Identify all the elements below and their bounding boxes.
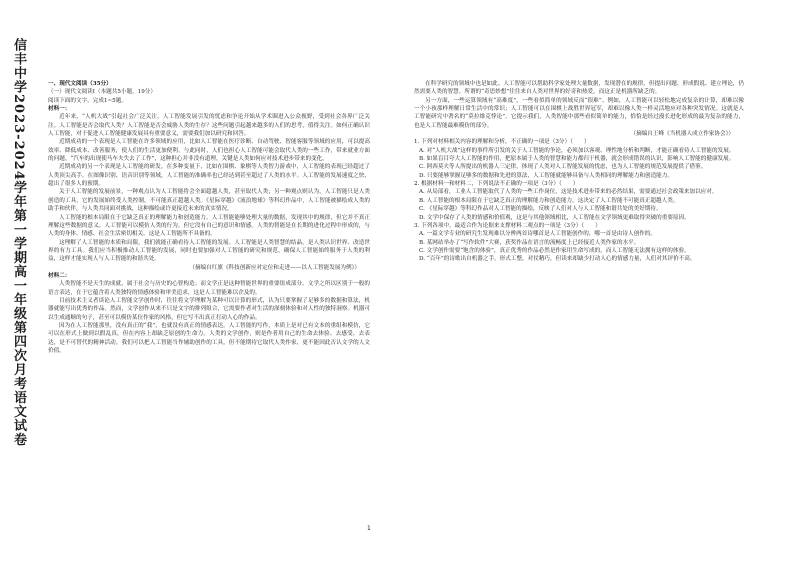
question-2: 2. 根据材料一和材料二，下列说法不正确的一项是（3分）（ ） xyxy=(414,181,579,188)
paragraph: 近期成功的一个表现是人工智能在许多领域的应用，比如人工智能在医疗诊断、自动驾驶、智能客服等领域的应用，可以提高效率、降低成本、改善服务，使人们的生活更加便利。与此同时，人们也担心人工智能可能会取代人类的一些工作，带来就业方面的问题。“汽车的出现使马车夫失去了工作”，这种担心并非没有道理，关键是人类如何应对技术进步带来的变化。 xyxy=(48,139,370,163)
option: B. 人工智能的根本局限在于它缺乏真正的理解能力和创造能力，这决定了人工智能不可能真正超越人类。 xyxy=(419,197,679,204)
subsection-heading: （一）现代文阅读Ⅰ（本题共5小题，19分） xyxy=(48,89,156,96)
option: A. 对“人机大战”这样的事件所引发的关于人工智能的争论，必须加以客观、理性地分析和判断，才能正确看待人工智能的发展。 xyxy=(419,147,735,154)
option: C. 阿西莫夫等人所提出的机器人三定律，体现了人类对人工智能发展的忧虑，也为人工智能的规范发展提供了借鉴。 xyxy=(419,164,707,171)
question-1: 1. 下列对材料相关内容的理解和分析，不正确的一项是（3分）（ ） xyxy=(414,139,590,146)
paragraph: 因为在人工智能那里，没有真正的“我”，也就没有真正的情感表达。人工智能的写作，本质上是对已有文本的重组和模仿，它可以在形式上做到以假乱真，但在内容上却缺乏原创的生命力。人类的文学创作，则是作者用自己的生命去体验、去感受、去表达，是不可替代的精神活动。我们可以把人工智能当作辅助创作的工具，但不能期待它取代人类作家，更不能因此否认文学的人文价值。 xyxy=(48,322,370,354)
option: D. “百年”的诗歌出自机器之手，形式工整，对仗精巧，但读来却缺少打动人心的情感力量，人们对其评价不高。 xyxy=(419,256,696,263)
paragraph: 另一方面，一些运算领域有“高难度”，一些看似简单的领域反而“很难”。例如，人工智能可以轻松地完成复杂的计算，却难以像一个小孩那样理解日常生活中的常识；人工智能可以在围棋上战胜世界冠军，却难以像人类一样灵活地应对各种突发情况。这就是人工智能研究中著名的“莫拉维克悖论”。它提示我们，人类智能中那些看似简单的能力，恰恰是经过漫长进化形成的最为复杂的能力，也是人工智能最难模仿的部分。 xyxy=(414,97,744,129)
paragraph: 人类智能不是天生的成就，属于社会与历史的心智构造；而文学正是这种智能世界的重要组成部分。文学之所以区别于一般的语言表达，在于它蕴含着人类独特的情感体验和审美追求，这是人工智能难以企及的。 xyxy=(48,281,370,296)
question-3: 3. 下列各项中，最适合作为论据来支撑材料二观点的一项是（3分）（ ） xyxy=(414,222,601,229)
paragraph: 人工智能的根本局限在于它缺乏真正的理解能力和创造能力。人工智能能够处理大量的数据，发现其中的规律，但它并不真正理解这些数据的意义。人工智能可以模仿人类的行为，但它没有自己的意识和情感。人类的智能是在长期的进化过程中形成的，与人类的身体、情感、社会生活密切相关，这是人工智能所不具备的。 xyxy=(48,214,370,238)
paragraph: 目前技术主义者谈论人工智能文学创作时，往往将文学理解为某种可以计算的形式，认为只要掌握了足够多的数据和算法，机器就能写出优秀的作品。然而，文学创作从来不只是文字的排列组合，它需要作者对生活的深刻体验和对人性的独特洞察。机器可以生成通顺的句子，甚至可以模仿某位作家的风格，但它写不出真正打动人心的作品。 xyxy=(48,297,370,321)
left-column xyxy=(48,80,370,554)
paragraph: 这理解了人工智能的本质和局限，我们就能正确看待人工智能的发展。人工智能是人类智慧的结晶，是人类认识世界、改造世界的有力工具。我们应当积极推动人工智能的发展，同时也要加强对人工智能的研究和规范，确保人工智能始终服务于人类的利益，这样才能实现人与人工智能的和谐共处。 xyxy=(48,239,370,263)
option: C. 《星际穿越》等科幻作品对人工智能的描绘，反映了人们对人与人工智能和谐共处的美好期待。 xyxy=(419,206,662,213)
material-source: （摘编自王峰《当机器人成立作家协会》） xyxy=(630,131,734,138)
material-one-label: 材料一： xyxy=(48,106,71,113)
section-heading: 一、现代文阅读（35分） xyxy=(48,81,112,87)
material-two-label: 材料二： xyxy=(48,272,71,279)
material-source: （摘编自红旗《科技创新应对定位和走进——以人工智能发展为例》） xyxy=(189,264,360,271)
option: B. 某网站举办了“写作软件”大赛，获奖作品在语言的流畅度上已经接近人类作家的水平。 xyxy=(419,239,640,246)
paragraph: 在科学研究的领域中也是如此。人工智能可以帮助科学家处理大量数据，发现潜在的规律，但提出问题、形成假说、建立理论，仍然需要人类的智慧。所谓的“奇思妙想”往往来自人类对世界的好奇和热爱，而这正是机器所缺乏的。 xyxy=(414,81,744,96)
option: A. 从局部看，工业人工智能取代了人类的一些工作岗位，这是技术进步带来的必然结果，需要通过社会政策来加以应对。 xyxy=(419,189,718,196)
paragraph: 近期成功的另一个表现是人工智能的研发。在多种变量下，比如在围棋、象棋等人类智力游戏中，人工智能的表现已经超过了人类顶尖高手。在图像识别、语音识别等领域，人工智能的准确率也已经达到甚至超过了人类的水平。人工智能的发展速度之快，超出了很多人的预期。 xyxy=(48,164,370,188)
paragraph: 近年来，“人机大战”引起社会广泛关注。人工智能发展引发的忧虑和争论开始从学术圈进入公众视野，受到社会各界广泛关注。人工智能是否会取代人类？人工智能是否会威胁人类的生存？这些问题引起越来越多的人们的思考，值得关注。如何正确认识人工智能，对于促进人工智能健康发展具有重要意义，需要我们加以研究和回答。 xyxy=(48,114,370,138)
reading-instruction: 阅读下面的文字，完成1~5题。 xyxy=(48,97,127,104)
right-column xyxy=(414,80,744,554)
option: C. 文学创作需要“饱含的体验”，真正优秀的作品必然是作家用生命写成的，而人工智能无法拥有这样的体验。 xyxy=(419,247,690,254)
option: A. 一篇文学专业的研究生发现难以分辨两首诗哪首是人工智能创作的，哪一首是由诗人创作的。 xyxy=(419,231,656,238)
page-number: 1 xyxy=(367,525,371,532)
document-title: 信丰中学2023-2024学年第一学期高一年级第四次月考语文试卷 xyxy=(11,38,26,447)
option: B. 如果盲目夸大人工智能的作用，把原本属于人类的智慧和能力都归于机器，就会形成错误的认识，影响人工智能的健康发展。 xyxy=(419,156,735,163)
option: D. 文学中保存了人类的情感和价值观，这是与其他领域相比，人工智能在文学领域更难取得突破的重要原因。 xyxy=(419,214,690,221)
paragraph: 关于人工智能的发展前景，一种观点认为人工智能将会全面超越人类，甚至取代人类；另一种观点则认为，人工智能只是人类创造的工具，它的发展始终受人类控制，不可能真正超越人类。《星际穿越》《流浪地球》等科幻作品中，人工智能被描绘成人类的助手和伙伴，与人类共同面对挑战，这种描绘或许更接近未来的真实情况。 xyxy=(48,189,370,213)
option: D. 只要能够掌握足够多的数据和先进的算法，人工智能就能够具备与人类相同的理解能力和创造能力。 xyxy=(419,172,673,179)
